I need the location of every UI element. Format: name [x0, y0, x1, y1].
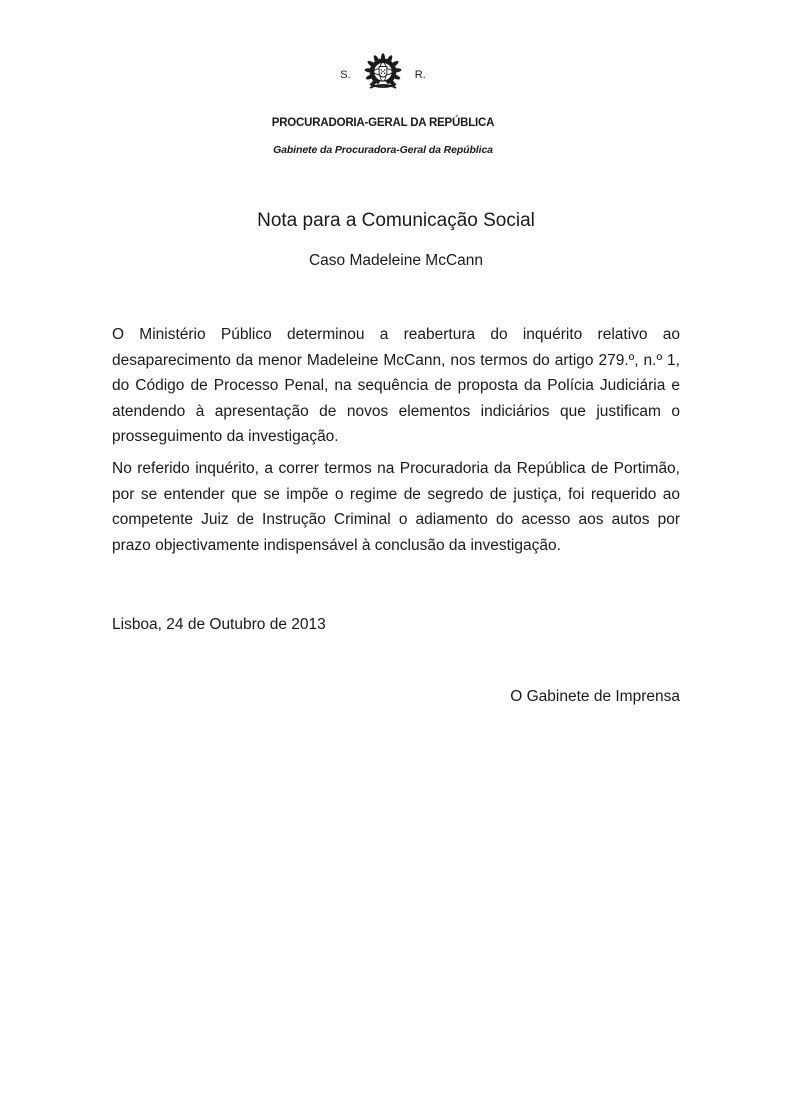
emblem-left-initial: S. [340, 69, 351, 81]
letterhead-emblem [0, 52, 766, 98]
emblem-right-initial: R. [414, 69, 426, 81]
dateline: Lisboa, 24 de Outubro de 2013 [112, 616, 326, 633]
document-title: Nota para a Comunicação Social [257, 210, 535, 231]
document-subtitle: Caso Madeleine McCann [308, 252, 484, 269]
signature: O Gabinete de Imprensa [510, 688, 680, 705]
body-paragraph: No referido inquérito, a correr termos na Procuradoria da República de Portimão, por se entender que se impõe o regime de segredo de justiça, foi requerido ao competente Juiz de Instrução Criminal o adiamento do acesso aos autos por prazo objectivamente indispensável à conclusão da investigação. [112, 460, 680, 554]
body-paragraph: O Ministério Público determinou a reabertura do inquérito relativo ao desaparecimento da menor Madeleine McCann, nos termos do artigo 279.º, n.º 1, do Código de Processo Penal, na sequência de proposta da Polícia Judiciária e atendendo à apresentação de novos elementos indiciários que justificam o prosseguimento da investigação. [112, 326, 680, 445]
organization-name: PROCURADORIA-GERAL DA REPÚBLICA [271, 117, 495, 129]
office-name: Gabinete da Procuradora-Geral da República [273, 144, 493, 156]
portugal-coat-of-arms-icon [357, 52, 409, 98]
